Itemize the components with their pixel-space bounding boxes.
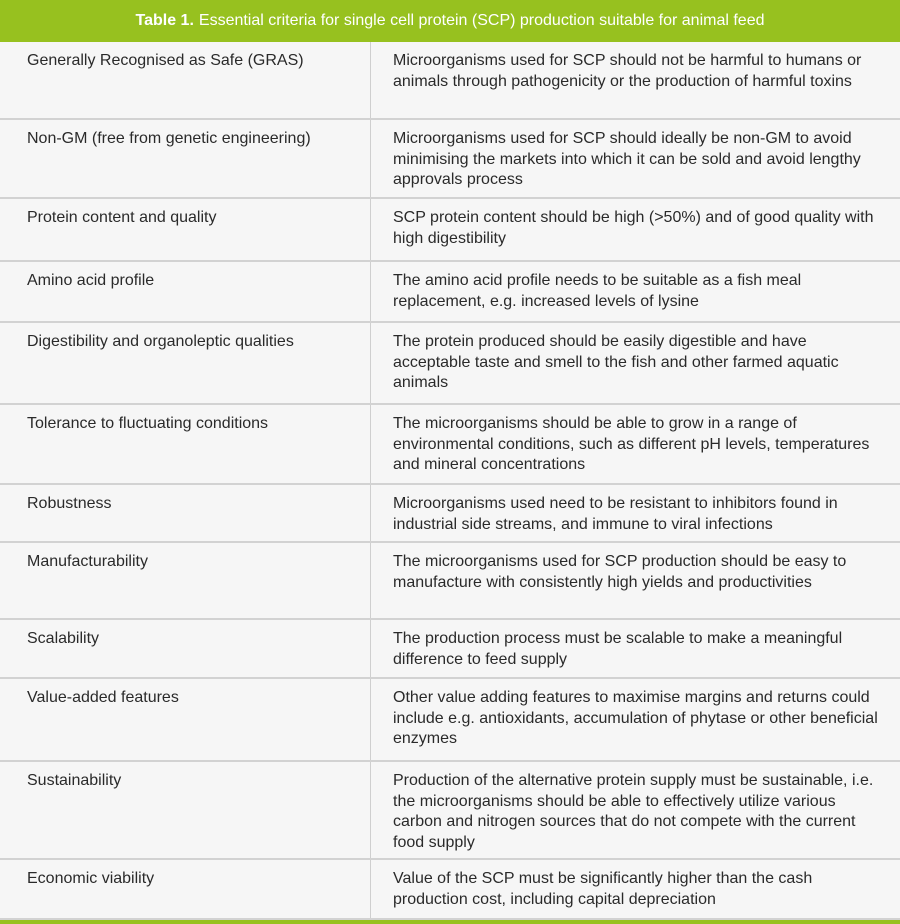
criterion-cell: Non-GM (free from genetic engineering) xyxy=(0,120,371,197)
table-label: Table 1. xyxy=(135,12,194,29)
description-cell: The protein produced should be easily digestible and have acceptable taste and smell to the fish and other farmed aquatic animals xyxy=(393,333,839,391)
criterion-cell: Generally Recognised as Safe (GRAS) xyxy=(0,42,371,118)
description-cell: Other value adding features to maximise margins and returns could include e.g. antioxidants, accumulation of phytase or other beneficial enzymes xyxy=(393,689,878,747)
description-cell: The amino acid profile needs to be suitable as a fish meal replacement, e.g. increased levels of lysine xyxy=(393,272,802,310)
table-row xyxy=(0,42,900,120)
table-row xyxy=(0,199,900,262)
criterion-cell: Tolerance to fluctuating conditions xyxy=(0,405,371,483)
description-cell: Value of the SCP must be significantly higher than the cash production cost, including capital depreciation xyxy=(393,870,813,908)
table-row xyxy=(0,762,900,860)
table-row xyxy=(0,262,900,323)
table-row xyxy=(0,120,900,199)
table-caption xyxy=(0,0,900,42)
criterion-cell: Amino acid profile xyxy=(0,262,371,321)
criterion-cell: Protein content and quality xyxy=(0,199,371,260)
criterion-cell: Sustainability xyxy=(0,762,371,858)
description-cell: Microorganisms used for SCP should not be harmful to humans or animals through pathogenicity or the production of harmful toxins xyxy=(393,52,862,90)
table-row xyxy=(0,405,900,485)
description-cell: The production process must be scalable to make a meaningful difference to feed supply xyxy=(393,630,843,668)
table-row xyxy=(0,543,900,620)
description-cell: Microorganisms used for SCP should ideally be non-GM to avoid minimising the markets into which it can be sold and avoid lengthy approvals process xyxy=(393,130,861,188)
description-cell: Production of the alternative protein supply must be sustainable, i.e. the microorganisms should be able to effectively utilize various carbon and nitrogen sources that do not compete with the current food supply xyxy=(393,772,874,851)
criterion-cell: Manufacturability xyxy=(0,543,371,618)
description-cell: Microorganisms used need to be resistant to inhibitors found in industrial side streams, and immune to viral infections xyxy=(393,495,838,533)
table-row xyxy=(0,860,900,920)
table-body xyxy=(0,42,900,920)
criterion-cell: Economic viability xyxy=(0,860,371,918)
criterion-cell: Value-added features xyxy=(0,679,371,760)
description-cell: SCP protein content should be high (>50%) and of good quality with high digestibility xyxy=(393,209,874,247)
table-row xyxy=(0,485,900,543)
criterion-cell: Digestibility and organoleptic qualities xyxy=(0,323,371,403)
description-cell: The microorganisms should be able to grow in a range of environmental conditions, such as different pH levels, temperatures and mineral concentrations xyxy=(393,415,870,473)
table-row xyxy=(0,323,900,405)
criterion-cell: Robustness xyxy=(0,485,371,541)
bottom-bar xyxy=(0,920,900,924)
criterion-cell: Scalability xyxy=(0,620,371,677)
description-cell: The microorganisms used for SCP production should be easy to manufacture with consistently high yields and productivities xyxy=(393,553,847,591)
table-row xyxy=(0,620,900,679)
table-title: Essential criteria for single cell protein (SCP) production suitable for animal feed xyxy=(198,12,765,29)
table-row xyxy=(0,679,900,762)
